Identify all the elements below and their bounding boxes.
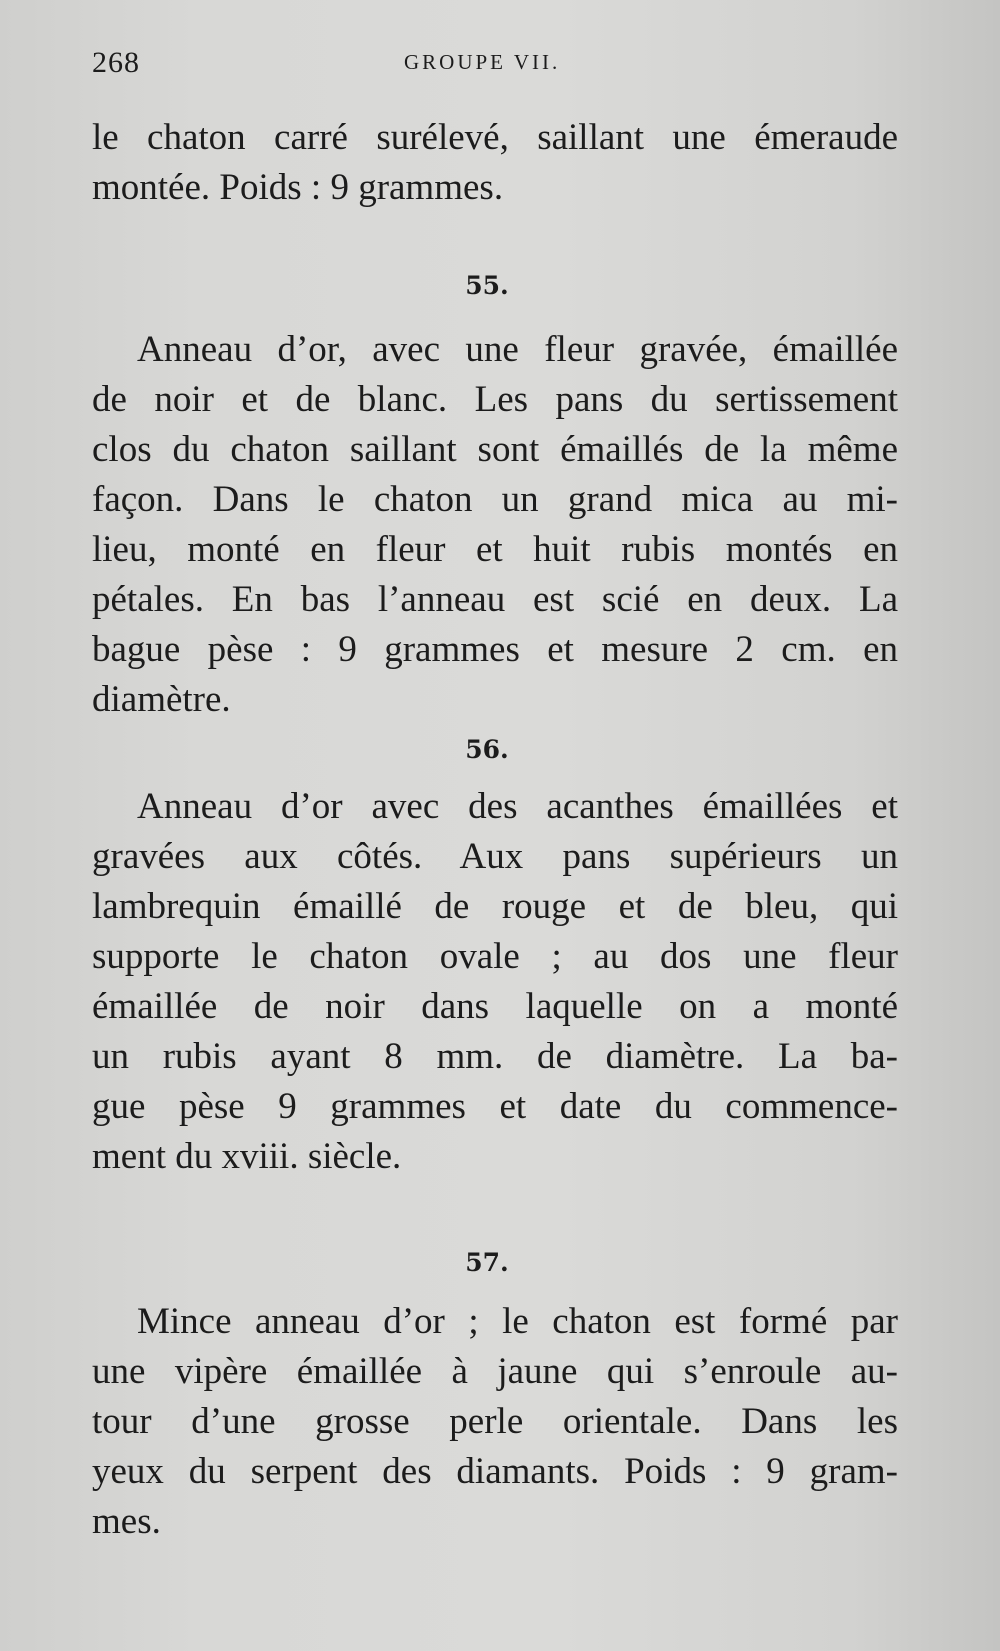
text-line: une vipère émaillée à jaune qui s’enroule au-: [92, 1351, 898, 1392]
text-line: ment du xviii. siècle.: [92, 1136, 402, 1177]
text-line: un rubis ayant 8 mm. de diamètre. La ba-: [92, 1036, 898, 1077]
entry-number: 56.: [465, 735, 509, 764]
text-line: Anneau d’or avec des acanthes émaillées et: [137, 786, 898, 827]
page-header: [92, 46, 902, 86]
text-line: montée. Poids : 9 grammes.: [92, 167, 504, 208]
text-line: diamètre.: [92, 679, 231, 720]
page-number: 268: [92, 46, 140, 79]
text-line: Anneau d’or, avec une fleur gravée, émaillée: [137, 329, 898, 370]
text-line: gue pèse 9 grammes et date du commence-: [92, 1086, 898, 1127]
text-line: supporte le chaton ovale ; au dos une fleur: [92, 936, 898, 977]
entry-number: 55.: [465, 271, 509, 300]
text-line: émaillée de noir dans laquelle on a monté: [92, 986, 898, 1027]
entry-number: 57.: [465, 1248, 509, 1277]
text-line: mes.: [92, 1501, 161, 1542]
text-line: yeux du serpent des diamants. Poids : 9 gram-: [92, 1451, 898, 1492]
text-line: gravées aux côtés. Aux pans supérieurs un: [92, 836, 898, 877]
text-line: de noir et de blanc. Les pans du sertissement: [92, 379, 898, 420]
text-line: lambrequin émaillé de rouge et de bleu, qui: [92, 886, 898, 927]
running-head: GROUPE VII.: [404, 50, 561, 74]
text-line: Mince anneau d’or ; le chaton est formé par: [137, 1301, 898, 1342]
text-line: clos du chaton saillant sont émaillés de la même: [92, 429, 898, 470]
text-line: lieu, monté en fleur et huit rubis montés en: [92, 529, 898, 570]
text-line: pétales. En bas l’anneau est scié en deux. La: [92, 579, 898, 620]
text-line: bague pèse : 9 grammes et mesure 2 cm. en: [92, 629, 898, 670]
text-line: façon. Dans le chaton un grand mica au mi-: [92, 479, 898, 520]
text-line: le chaton carré surélevé, saillant une émeraude: [92, 117, 898, 158]
text-line: tour d’une grosse perle orientale. Dans les: [92, 1401, 898, 1442]
